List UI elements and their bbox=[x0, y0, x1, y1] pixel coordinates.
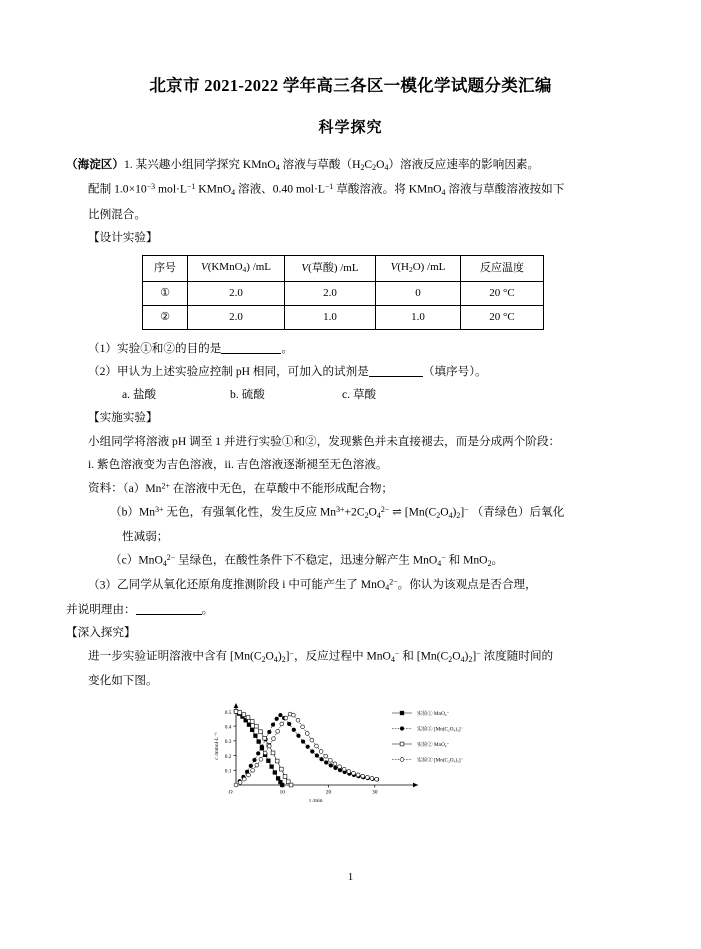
data-point-marker bbox=[289, 783, 293, 787]
data-point-marker bbox=[342, 767, 346, 771]
chart-series bbox=[234, 712, 378, 787]
q1-label: （1） bbox=[88, 341, 117, 355]
data-point-marker bbox=[374, 777, 378, 781]
data-point-marker bbox=[328, 758, 332, 762]
y-tick-label: 0.2 bbox=[224, 753, 231, 760]
data-point-marker bbox=[287, 722, 291, 726]
cell-temperature: 20 °C bbox=[461, 281, 544, 305]
x-tick-label: 10 bbox=[278, 789, 285, 796]
data-point-marker bbox=[259, 757, 263, 761]
data-point-marker bbox=[356, 772, 360, 776]
data-point-marker bbox=[254, 724, 258, 728]
data-point-marker bbox=[248, 763, 252, 767]
question-3 bbox=[66, 579, 643, 593]
data-point-marker bbox=[370, 776, 374, 780]
x-tick-label: 30 bbox=[371, 789, 378, 796]
data-point-marker bbox=[267, 730, 271, 734]
data-point-marker bbox=[323, 754, 327, 758]
data-point-marker bbox=[333, 761, 337, 765]
data-point-marker bbox=[256, 751, 260, 755]
page-title: 北京市 2021-2022 学年高三各区一模化学试题分类汇编 bbox=[149, 76, 552, 95]
preparation-line-1: 配制 $1.0\times 10^{-3}$ $mol\cdot L^{-1}$ KMnO$_4$ 溶液、0.40 $mol\cdot L^{-1}$ 草酸溶液。将 KMnO$_4$ 溶液与草酸溶液按如下 bbox=[88, 182, 565, 198]
data-point-marker bbox=[319, 749, 323, 753]
data-point-marker bbox=[300, 724, 304, 728]
data-point-marker bbox=[315, 753, 319, 757]
data-point-marker bbox=[234, 709, 238, 713]
data-point-marker bbox=[279, 767, 283, 771]
y-tick-label: 0.5 bbox=[224, 709, 231, 716]
legend-entry bbox=[392, 740, 450, 748]
data-point-marker bbox=[291, 727, 295, 731]
q1-text: 实验①和②的目的是 bbox=[117, 341, 222, 355]
deep-line-1: 进一步实验证明溶液中含有 $[Mn(C_2O_4)_2]^-$，反应过程中 MnO$_4$− 和 $[Mn(C_2O_4)_2]^-$ 浓度随时间的 bbox=[88, 649, 554, 665]
data-point-marker bbox=[291, 713, 295, 717]
cell-temperature: 20 °C bbox=[461, 305, 544, 329]
data-point-marker bbox=[256, 739, 260, 743]
data-point-marker bbox=[275, 759, 279, 763]
question-2-options bbox=[66, 389, 643, 401]
cell-water: 1.0 bbox=[376, 305, 461, 329]
materials-a-text: $(a)Mn^{2+}$ 在溶液中无色，在草酸中不能形成配合物； bbox=[122, 480, 394, 495]
chart-series bbox=[234, 709, 284, 786]
section-deep-heading: 【深入探究】 bbox=[66, 626, 136, 640]
q2-label: （2） bbox=[88, 365, 117, 379]
data-point-marker bbox=[296, 718, 300, 722]
materials-lead: 资料： bbox=[88, 481, 123, 495]
q2-suffix: （填序号）。 bbox=[422, 365, 487, 379]
option-c[interactable]: c. 草酸 bbox=[342, 388, 377, 402]
data-point-marker bbox=[400, 742, 404, 746]
y-tick-label: 0.4 bbox=[224, 724, 231, 731]
section-implement-heading: 【实施实验】 bbox=[88, 411, 158, 425]
cell-seq: ② bbox=[143, 305, 188, 329]
data-point-marker bbox=[272, 770, 276, 774]
question-3-line2 bbox=[66, 604, 643, 616]
chart-svg bbox=[196, 699, 514, 807]
data-point-marker bbox=[351, 771, 355, 775]
data-point-marker bbox=[296, 733, 300, 737]
section-design-heading: 【设计实验】 bbox=[88, 230, 158, 244]
legend-entry bbox=[392, 724, 464, 732]
data-point-marker bbox=[237, 710, 241, 714]
data-point-marker bbox=[271, 722, 275, 726]
q3-text: 乙同学从氧化还原角度推测阶段 i 中可能产生了 MnO$_4^{2-}$。你认为该观点是否合理， bbox=[117, 577, 537, 593]
data-point-marker bbox=[266, 758, 270, 762]
th-seq: 序号 bbox=[143, 255, 188, 281]
data-point-marker bbox=[346, 769, 350, 773]
concentration-chart-area bbox=[66, 699, 643, 807]
legend-label: 实验① [Mn(C₂O₄)₂]⁻ bbox=[416, 726, 463, 733]
data-point-marker bbox=[274, 716, 278, 720]
x-tick-label: O bbox=[227, 789, 233, 796]
data-point-marker bbox=[246, 773, 250, 777]
data-point-marker bbox=[284, 716, 288, 720]
question-stem bbox=[66, 159, 643, 172]
data-point-marker bbox=[310, 749, 314, 753]
data-point-marker bbox=[319, 757, 323, 761]
data-point-marker bbox=[337, 764, 341, 768]
implement-line-1: 小组同学将溶液 pH 调至 1 并进行实验①和②，发现紫色并未直接褪去，而是分成两个阶段： bbox=[88, 434, 561, 448]
table-row bbox=[143, 281, 544, 305]
y-axis-arrow bbox=[233, 703, 238, 708]
data-point-marker bbox=[400, 757, 404, 761]
table-row bbox=[143, 305, 544, 329]
cell-water: 0 bbox=[376, 281, 461, 305]
materials-line-a bbox=[66, 482, 643, 495]
data-point-marker bbox=[260, 744, 264, 748]
region-tag: （海淀区） bbox=[66, 158, 124, 171]
th-water: $V(H_2O)$ /mL bbox=[376, 255, 461, 281]
deep-line-2: 变化如下图。 bbox=[88, 674, 158, 688]
q2-answer-blank[interactable] bbox=[369, 376, 423, 377]
stem-text: 某兴趣小组同学探究 KMnO$_4$ 溶液与草酸$(H_2C_2O_4)$溶液反应速率的影响因素。 bbox=[135, 158, 540, 173]
legend-label: 实验② MnO₄⁻ bbox=[416, 741, 449, 748]
data-point-marker bbox=[305, 731, 309, 735]
document-page bbox=[0, 72, 701, 949]
legend-label: 实验① MnO₄⁻ bbox=[416, 710, 449, 717]
y-tick-label: 0.1 bbox=[224, 768, 231, 775]
data-point-marker bbox=[250, 719, 254, 723]
data-point-marker bbox=[250, 727, 254, 731]
question-2 bbox=[66, 366, 643, 378]
legend-entry bbox=[392, 709, 450, 717]
materials-line-b: $(b)Mn^{3+}$ 无色，有强氧化性，发生反应 $Mn^{3+}+2C_2O_4^{2-}$ ⇌ $[Mn(C_2O_4)_2]^-$ （青绿色）后氧化 bbox=[110, 504, 565, 520]
cell-kmno4: 2.0 bbox=[188, 281, 285, 305]
cell-kmno4: 2.0 bbox=[188, 305, 285, 329]
th-kmno4: V(KMnO$_4$) /mL bbox=[188, 255, 285, 281]
data-point-marker bbox=[258, 729, 262, 733]
q1-answer-blank[interactable] bbox=[221, 353, 281, 354]
data-point-marker bbox=[283, 774, 287, 778]
x-axis-arrow bbox=[413, 782, 418, 787]
preparation-line-2: 比例混合。 bbox=[88, 207, 146, 221]
data-point-marker bbox=[279, 722, 283, 726]
page-number: 1 bbox=[347, 871, 354, 883]
data-point-marker bbox=[276, 776, 280, 780]
data-point-marker bbox=[242, 777, 246, 781]
data-point-marker bbox=[400, 726, 404, 730]
question-1 bbox=[66, 343, 643, 355]
document-body bbox=[0, 159, 701, 807]
materials-line-c: （c）MnO$_4^{2-}$ 呈绿色，在酸性条件下不稳定，迅速分解产生 MnO$_4$− 和 MnO$_2$。 bbox=[110, 552, 504, 568]
th-oxalic: V(草酸) /mL bbox=[285, 255, 376, 281]
cell-oxalic: 2.0 bbox=[285, 281, 376, 305]
experiment-table-wrapper bbox=[66, 255, 643, 330]
data-point-marker bbox=[271, 736, 275, 740]
q3-reason-label: 并说明理由： bbox=[66, 602, 136, 616]
concentration-chart bbox=[196, 699, 514, 807]
data-point-marker bbox=[234, 783, 238, 787]
option-b[interactable]: b. 硫酸 bbox=[230, 388, 265, 402]
data-point-marker bbox=[271, 751, 275, 755]
implement-line-2: i. 紫色溶液变为吉色溶液，ii. 吉色溶液逐渐褪至无色溶液。 bbox=[88, 457, 388, 471]
y-axis-label: c /mmol·L⁻¹ bbox=[213, 731, 220, 760]
data-point-marker bbox=[254, 763, 258, 767]
cell-seq: ① bbox=[143, 281, 188, 305]
data-point-marker bbox=[280, 783, 284, 787]
data-point-marker bbox=[269, 764, 273, 768]
data-point-marker bbox=[278, 713, 282, 717]
x-axis-label: t /min bbox=[308, 797, 323, 804]
table-header-row bbox=[143, 255, 544, 281]
q3-answer-blank[interactable] bbox=[136, 614, 202, 615]
legend-label: 实验② [Mn(C₂O₄)₂]⁻ bbox=[416, 757, 463, 764]
page-subtitle: 科学探究 bbox=[318, 120, 383, 136]
data-point-marker bbox=[267, 744, 271, 748]
q3-period: 。 bbox=[201, 602, 214, 616]
data-point-marker bbox=[301, 739, 305, 743]
q2-text: 甲认为上述实验应控制 pH 相同，可加入的试剂是 bbox=[117, 365, 369, 379]
legend-entry bbox=[392, 755, 464, 763]
data-point-marker bbox=[305, 744, 309, 748]
data-point-marker bbox=[253, 733, 257, 737]
th-temperature: 反应温度 bbox=[461, 255, 544, 281]
data-point-marker bbox=[241, 712, 245, 716]
experiment-table bbox=[142, 255, 544, 330]
question-number: 1. bbox=[123, 158, 133, 171]
data-point-marker bbox=[328, 763, 332, 767]
data-point-marker bbox=[252, 758, 256, 762]
data-point-marker bbox=[324, 760, 328, 764]
data-point-marker bbox=[400, 711, 404, 715]
data-point-marker bbox=[275, 729, 279, 733]
cell-oxalic: 1.0 bbox=[285, 305, 376, 329]
data-point-marker bbox=[365, 775, 369, 779]
option-a[interactable]: a. 盐酸 bbox=[122, 388, 157, 402]
data-point-marker bbox=[246, 715, 250, 719]
q1-period: 。 bbox=[281, 341, 293, 355]
data-point-marker bbox=[263, 751, 267, 755]
y-tick-label: 0.3 bbox=[224, 738, 231, 745]
data-point-marker bbox=[238, 780, 242, 784]
x-tick-label: 20 bbox=[325, 789, 331, 796]
materials-line-b2: 性减弱； bbox=[122, 529, 169, 543]
data-point-marker bbox=[314, 744, 318, 748]
data-point-marker bbox=[309, 738, 313, 742]
q3-label: （3） bbox=[88, 578, 117, 592]
data-point-marker bbox=[333, 766, 337, 770]
data-point-marker bbox=[250, 768, 254, 772]
data-point-marker bbox=[360, 774, 364, 778]
data-point-marker bbox=[262, 736, 266, 740]
